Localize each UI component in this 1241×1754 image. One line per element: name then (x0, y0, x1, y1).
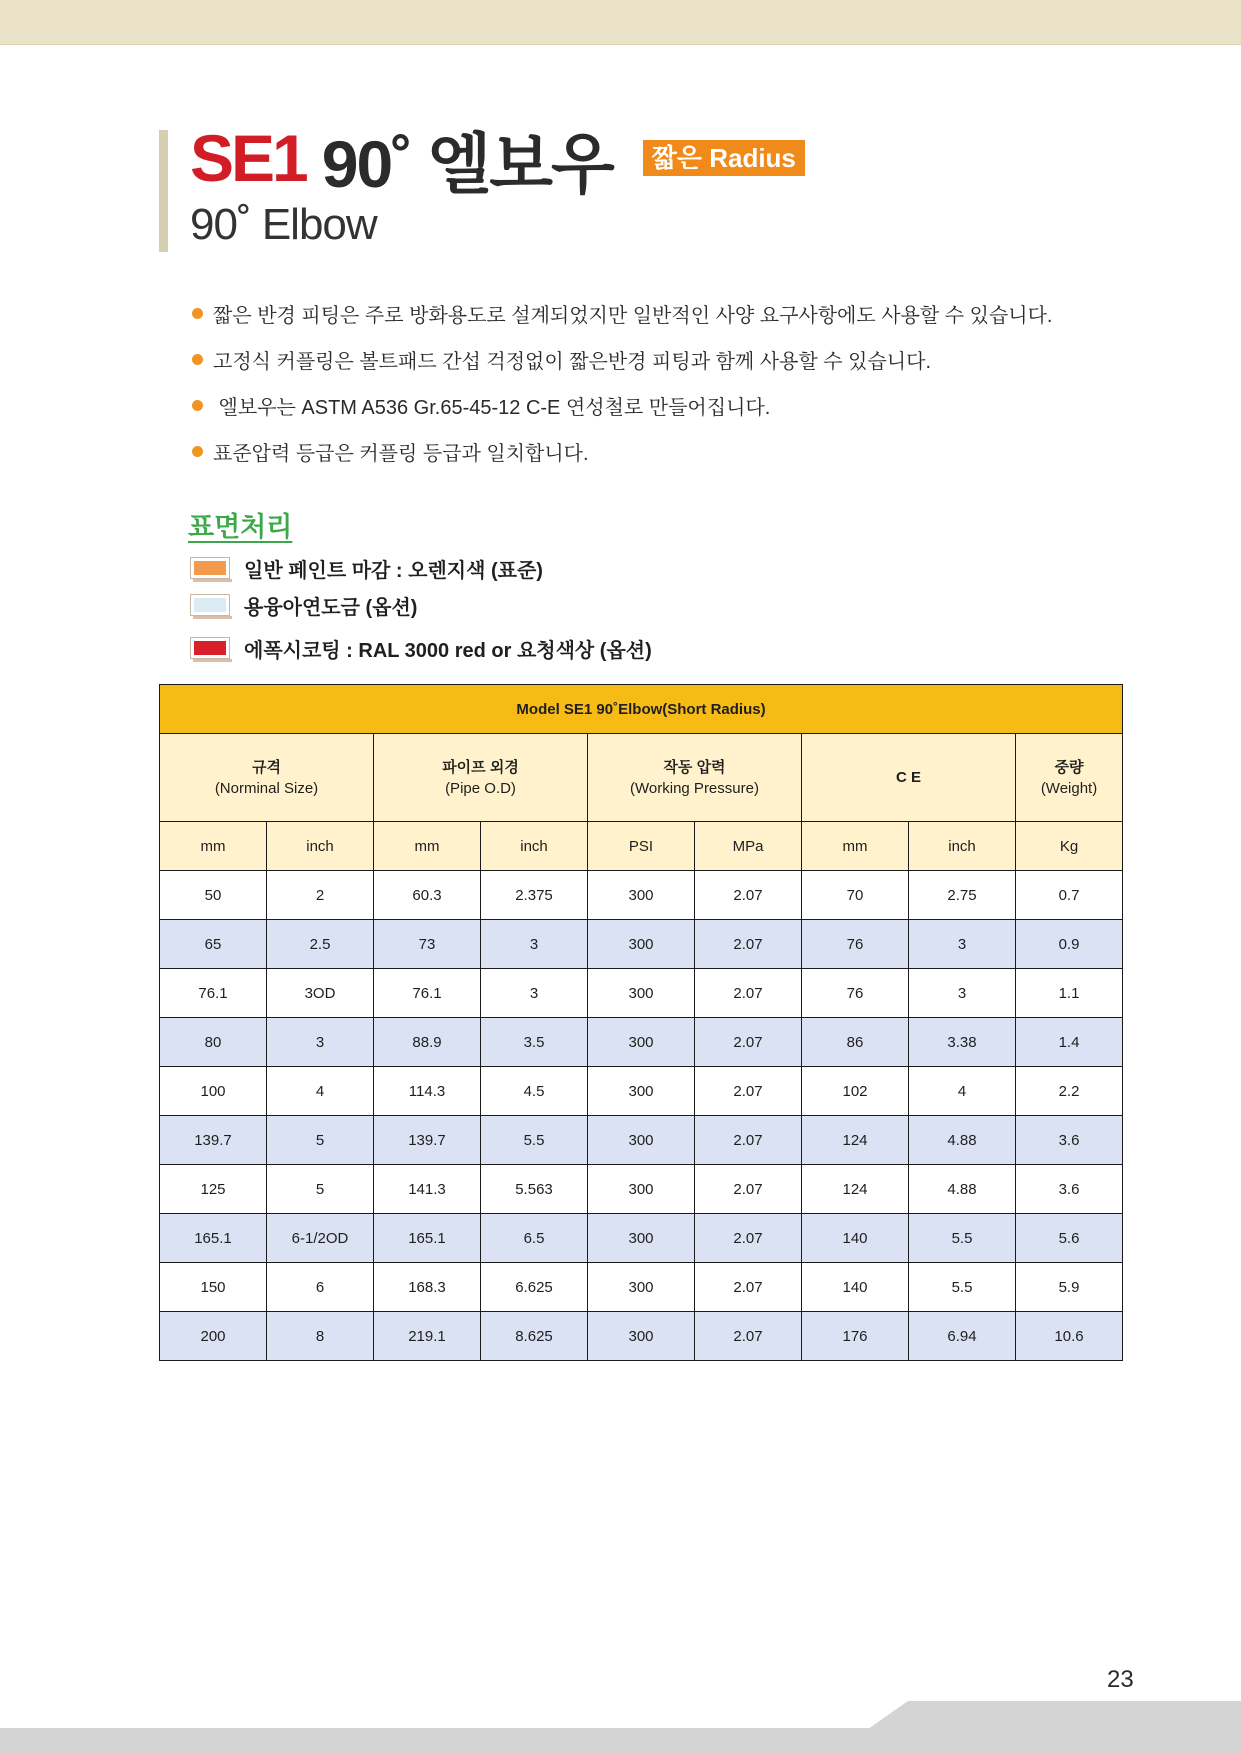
table-cell: 124 (802, 1116, 909, 1165)
radius-badge: 짧은 Radius (643, 140, 805, 176)
table-row (160, 1067, 1123, 1116)
table-cell: 125 (160, 1165, 267, 1214)
unit-header: PSI (588, 822, 695, 871)
table-cell: 300 (588, 920, 695, 969)
surface-option-label: 용융아연도금 (옵션) (244, 596, 418, 619)
table-row (160, 969, 1123, 1018)
table-cell: 300 (588, 969, 695, 1018)
table-cell: 3 (481, 920, 588, 969)
table-cell: 5.563 (481, 1165, 588, 1214)
table-cell: 2.5 (267, 920, 374, 969)
feature-item (192, 428, 1092, 474)
table-cell: 114.3 (374, 1067, 481, 1116)
bullet-dot-icon (192, 400, 203, 411)
feature-text: 짧은 반경 피팅은 주로 방화용도로 설계되었지만 일반적인 사양 요구사항에도 사용할 수 있습니다. (213, 304, 1053, 327)
feature-text: 표준압력 등급은 커플링 등급과 일치합니다. (213, 442, 589, 465)
table-row (160, 1214, 1123, 1263)
table-cell: 4 (267, 1067, 374, 1116)
unit-header: mm (374, 822, 481, 871)
table-cell: 5.9 (1016, 1263, 1123, 1312)
column-group-header (588, 734, 802, 822)
surface-option-label: 에폭시코팅 : RAL 3000 red or 요청색상 (옵션) (244, 639, 652, 662)
table-row (160, 1165, 1123, 1214)
column-group-en: (Weight) (1040, 779, 1098, 797)
table-cell: 3OD (267, 969, 374, 1018)
page-subtitle: 90˚ Elbow (190, 200, 377, 249)
title-accent-bar (159, 130, 168, 252)
table-cell: 3.6 (1016, 1165, 1123, 1214)
column-group-ko: 중량 (1054, 758, 1084, 776)
table-group-header-row (160, 734, 1123, 822)
table-cell: 76 (802, 920, 909, 969)
table-cell: 300 (588, 1067, 695, 1116)
table-row (160, 1018, 1123, 1067)
table-cell: 5 (267, 1165, 374, 1214)
unit-header: mm (802, 822, 909, 871)
table-cell: 3.6 (1016, 1116, 1123, 1165)
table-title: Model SE1 90˚Elbow(Short Radius) (160, 685, 1123, 734)
table-cell: 8 (267, 1312, 374, 1361)
table-cell: 76.1 (160, 969, 267, 1018)
feature-item (192, 290, 1092, 336)
unit-header: mm (160, 822, 267, 871)
bullet-dot-icon (192, 308, 203, 319)
page-title (190, 118, 805, 201)
table-cell: 139.7 (374, 1116, 481, 1165)
table-cell: 2.07 (695, 1116, 802, 1165)
table-cell: 2.07 (695, 1165, 802, 1214)
page-number: 23 (1107, 1666, 1134, 1693)
column-group-ko: C E (895, 769, 921, 786)
table-cell: 73 (374, 920, 481, 969)
feature-text: 고정식 커플링은 볼트패드 간섭 걱정없이 짧은반경 피팅과 함께 사용할 수 있습니다. (213, 350, 932, 373)
bullet-dot-icon (192, 446, 203, 457)
table-cell: 2.375 (481, 871, 588, 920)
table-cell: 5.5 (909, 1263, 1016, 1312)
unit-header: Kg (1016, 822, 1123, 871)
product-name: 90˚ 엘보우 (321, 126, 613, 201)
table-row (160, 1116, 1123, 1165)
table-cell: 168.3 (374, 1263, 481, 1312)
table-cell: 124 (802, 1165, 909, 1214)
table-cell: 2.2 (1016, 1067, 1123, 1116)
table-cell: 70 (802, 871, 909, 920)
surface-option (190, 553, 543, 583)
column-group-header (1016, 734, 1123, 822)
feature-item (192, 382, 1092, 428)
table-cell: 0.9 (1016, 920, 1123, 969)
feature-text: 엘보우는 ASTM A536 Gr.65-45-12 C-E 연성철로 만들어집니다. (213, 396, 771, 419)
table-cell: 5.6 (1016, 1214, 1123, 1263)
column-group-header (374, 734, 588, 822)
surface-option (190, 590, 417, 620)
column-group-ko: 작동 압력 (663, 758, 726, 776)
table-cell: 5.5 (481, 1116, 588, 1165)
table-cell: 165.1 (374, 1214, 481, 1263)
unit-header: MPa (695, 822, 802, 871)
column-group-ko: 파이프 외경 (442, 758, 519, 776)
table-cell: 3 (909, 920, 1016, 969)
table-cell: 3.38 (909, 1018, 1016, 1067)
table-cell: 2.07 (695, 1067, 802, 1116)
spec-table (159, 684, 1123, 1361)
table-cell: 1.4 (1016, 1018, 1123, 1067)
table-cell: 140 (802, 1263, 909, 1312)
table-cell: 76 (802, 969, 909, 1018)
table-cell: 3.5 (481, 1018, 588, 1067)
table-cell: 2.07 (695, 1214, 802, 1263)
table-cell: 3 (267, 1018, 374, 1067)
table-cell: 140 (802, 1214, 909, 1263)
table-cell: 2.07 (695, 920, 802, 969)
table-cell: 102 (802, 1067, 909, 1116)
table-cell: 1.1 (1016, 969, 1123, 1018)
column-group-header (802, 734, 1016, 822)
table-cell: 2.07 (695, 1018, 802, 1067)
table-cell: 219.1 (374, 1312, 481, 1361)
table-cell: 6 (267, 1263, 374, 1312)
table-row (160, 920, 1123, 969)
column-group-header (160, 734, 374, 822)
table-cell: 76.1 (374, 969, 481, 1018)
table-cell: 2 (267, 871, 374, 920)
surface-treatment-title: 표면처리 (188, 512, 293, 542)
table-cell: 88.9 (374, 1018, 481, 1067)
table-row (160, 1312, 1123, 1361)
table-cell: 300 (588, 1312, 695, 1361)
table-cell: 6-1/2OD (267, 1214, 374, 1263)
color-swatch-icon (190, 594, 230, 616)
top-decorative-band (0, 0, 1241, 45)
table-cell: 4 (909, 1067, 1016, 1116)
table-cell: 6.94 (909, 1312, 1016, 1361)
unit-header: inch (267, 822, 374, 871)
table-cell: 5.5 (909, 1214, 1016, 1263)
table-cell: 139.7 (160, 1116, 267, 1165)
table-cell: 300 (588, 1263, 695, 1312)
unit-header: inch (481, 822, 588, 871)
model-code: SE1 (190, 121, 306, 195)
table-cell: 300 (588, 1018, 695, 1067)
table-cell: 5 (267, 1116, 374, 1165)
table-cell: 3 (481, 969, 588, 1018)
table-cell: 4.88 (909, 1165, 1016, 1214)
color-swatch-icon (190, 637, 230, 659)
bullet-dot-icon (192, 354, 203, 365)
feature-item (192, 336, 1092, 382)
table-cell: 2.07 (695, 1263, 802, 1312)
table-cell: 8.625 (481, 1312, 588, 1361)
unit-header: inch (909, 822, 1016, 871)
table-cell: 10.6 (1016, 1312, 1123, 1361)
table-cell: 300 (588, 1116, 695, 1165)
bottom-decorative-band (0, 1728, 1241, 1754)
table-cell: 300 (588, 871, 695, 920)
table-cell: 2.07 (695, 871, 802, 920)
table-cell: 200 (160, 1312, 267, 1361)
table-cell: 6.625 (481, 1263, 588, 1312)
table-cell: 80 (160, 1018, 267, 1067)
table-cell: 86 (802, 1018, 909, 1067)
table-cell: 2.75 (909, 871, 1016, 920)
column-group-en: (Pipe O.D) (445, 779, 516, 797)
surface-option-label: 일반 페인트 마감 : 오렌지색 (표준) (244, 559, 543, 582)
column-group-ko: 규격 (252, 758, 281, 776)
table-cell: 150 (160, 1263, 267, 1312)
table-cell: 0.7 (1016, 871, 1123, 920)
table-cell: 4.88 (909, 1116, 1016, 1165)
feature-list (192, 290, 1092, 474)
table-row (160, 871, 1123, 920)
table-cell: 50 (160, 871, 267, 920)
table-cell: 100 (160, 1067, 267, 1116)
table-cell: 165.1 (160, 1214, 267, 1263)
table-cell: 176 (802, 1312, 909, 1361)
color-swatch-icon (190, 557, 230, 579)
column-group-en: (Norminal Size) (214, 779, 319, 797)
table-title-row (160, 685, 1123, 734)
surface-option (190, 633, 652, 663)
table-cell: 2.07 (695, 1312, 802, 1361)
column-group-en: (Working Pressure) (630, 779, 759, 797)
table-cell: 300 (588, 1214, 695, 1263)
table-cell: 65 (160, 920, 267, 969)
table-cell: 141.3 (374, 1165, 481, 1214)
table-cell: 3 (909, 969, 1016, 1018)
table-row (160, 1263, 1123, 1312)
bottom-decorative-tab (868, 1701, 1241, 1729)
table-cell: 60.3 (374, 871, 481, 920)
table-cell: 300 (588, 1165, 695, 1214)
table-cell: 6.5 (481, 1214, 588, 1263)
table-cell: 4.5 (481, 1067, 588, 1116)
table-cell: 2.07 (695, 969, 802, 1018)
table-unit-row (160, 822, 1123, 871)
